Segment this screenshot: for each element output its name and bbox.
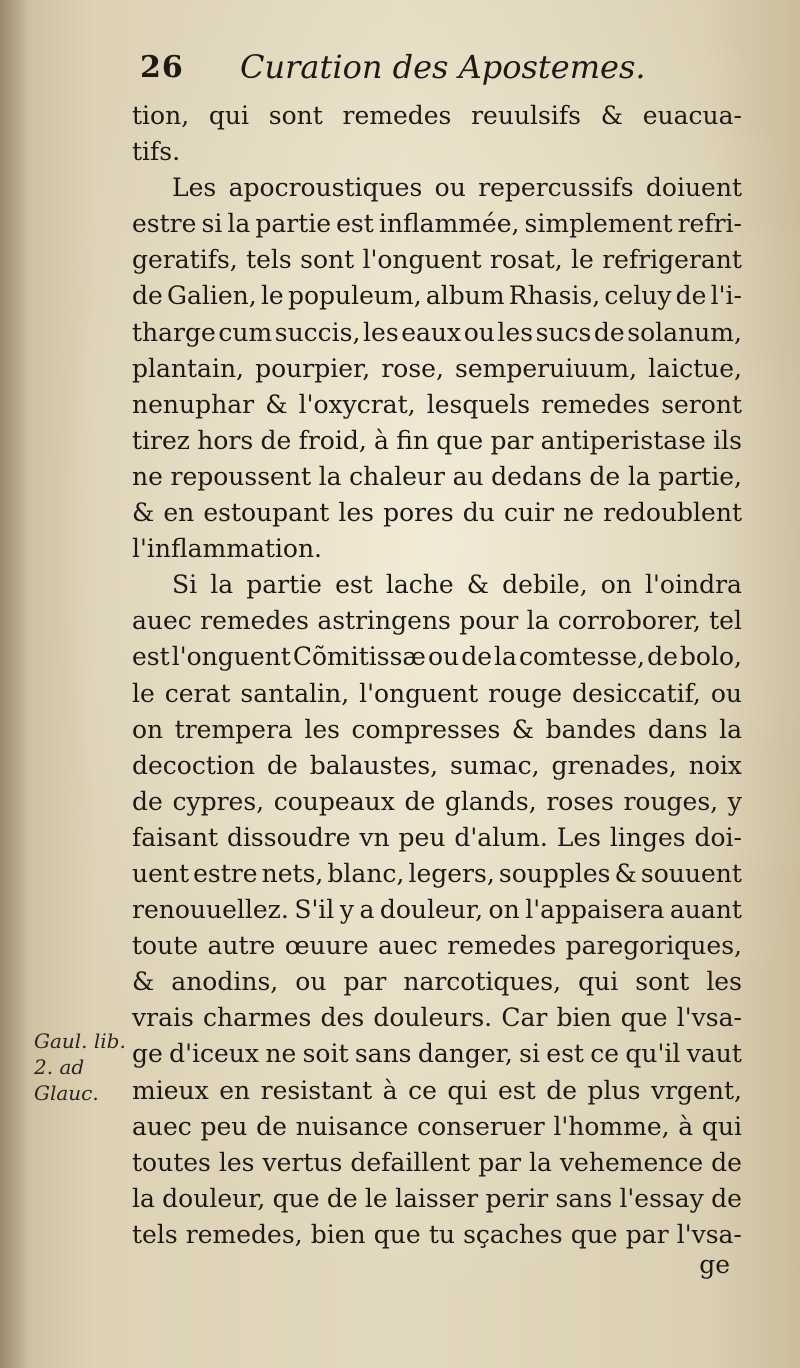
word: Les	[172, 173, 217, 203]
word: fin	[396, 425, 430, 455]
text-line	[132, 98, 742, 134]
word: pourpier,	[255, 353, 371, 383]
word: inflammée,	[378, 209, 520, 239]
word: Galien,	[167, 281, 257, 311]
word: Cõmitissæ	[292, 642, 426, 672]
text-line	[132, 748, 742, 784]
gutter-shadow	[0, 0, 28, 1368]
word: remedes,	[185, 1219, 303, 1249]
word: celuy	[604, 281, 672, 311]
text-line	[132, 206, 742, 242]
word: toutes	[132, 1147, 211, 1177]
catchword: ge	[699, 1250, 730, 1279]
text-line	[132, 712, 742, 748]
word: les	[497, 317, 534, 347]
word: balaustes,	[309, 750, 439, 780]
word: trempera	[174, 714, 293, 744]
word: desiccatif,	[572, 678, 701, 708]
text-line: tifs.	[132, 137, 181, 167]
text-line	[132, 1109, 742, 1145]
word: bien	[310, 1219, 366, 1249]
word: repoussent	[170, 461, 312, 491]
word: est	[335, 570, 373, 600]
word: que	[436, 425, 484, 455]
word: qui	[578, 967, 619, 997]
text-line	[132, 1181, 742, 1217]
word: les	[363, 317, 399, 347]
word: vehemence	[559, 1147, 704, 1177]
word: partie	[255, 209, 332, 239]
word: sont	[635, 967, 690, 997]
word: rosat,	[489, 245, 563, 275]
word: de	[132, 281, 163, 311]
word: ne	[265, 1039, 297, 1069]
word: comtesse,	[519, 642, 646, 672]
word: froid,	[298, 425, 367, 455]
word: de	[647, 642, 678, 672]
word: linges	[609, 822, 686, 852]
word: corroborer,	[557, 606, 701, 636]
word: douleur,	[379, 895, 484, 925]
word: auec	[132, 606, 192, 636]
word: pores	[383, 498, 454, 528]
word: lesquels	[426, 389, 531, 419]
word: de	[326, 1183, 358, 1213]
word: resistant	[260, 1075, 373, 1105]
word: que	[620, 1003, 668, 1033]
word: ou	[434, 173, 466, 203]
word: que	[570, 1219, 618, 1249]
word: simplement	[524, 209, 673, 239]
word: hors	[197, 425, 254, 455]
text-line	[132, 784, 742, 820]
word: en	[163, 498, 195, 528]
word: nenuphar	[132, 389, 255, 419]
word: tu	[428, 1219, 455, 1249]
word: de	[589, 461, 621, 491]
word: que	[373, 1219, 421, 1249]
word: est	[498, 1075, 536, 1105]
text-line	[132, 892, 742, 928]
word: renouuellez.	[132, 895, 289, 925]
text-line	[132, 351, 742, 387]
word: &	[511, 714, 535, 744]
word: a	[359, 895, 375, 925]
word: à	[374, 425, 389, 455]
text-line	[132, 459, 742, 495]
word: vn	[359, 822, 390, 852]
word: santalin,	[240, 678, 350, 708]
word: roses	[546, 786, 614, 816]
word: la	[227, 209, 251, 239]
word: populeum,	[287, 281, 422, 311]
word: la	[627, 461, 651, 491]
word: l'onguent	[171, 642, 291, 672]
word: à	[382, 1075, 398, 1105]
marginal-note-line: Glauc.	[34, 1081, 99, 1105]
word: par	[490, 425, 534, 455]
word: &	[132, 967, 155, 997]
word: on	[132, 714, 164, 744]
word: ge	[132, 1039, 163, 1069]
word: est	[132, 642, 170, 672]
word: &	[600, 101, 623, 130]
word: de	[546, 1075, 578, 1105]
paragraph-start-line	[132, 170, 742, 206]
word: la	[719, 714, 742, 744]
word: narcotiques,	[403, 967, 562, 997]
word: la	[529, 1147, 552, 1177]
word: blanc,	[327, 858, 405, 888]
word: rouges,	[623, 786, 719, 816]
word: le	[364, 1183, 388, 1213]
text-line: l'inflammation.	[132, 534, 323, 564]
word: faisant	[132, 822, 219, 852]
word: S'il	[294, 895, 335, 925]
word: les	[338, 498, 374, 528]
word: l'essay	[619, 1183, 704, 1213]
word: plus	[587, 1075, 641, 1105]
word: bien	[556, 1003, 612, 1033]
word: vaut	[686, 1039, 742, 1069]
word: ne	[563, 498, 595, 528]
text-line	[132, 1036, 742, 1072]
word: l'onguent	[359, 678, 479, 708]
word: rose,	[381, 353, 444, 383]
word: astringens	[317, 606, 451, 636]
word: de	[711, 1183, 742, 1213]
word: debile,	[502, 570, 588, 600]
word: grenades,	[551, 750, 677, 780]
word: si	[201, 209, 223, 239]
word: on	[488, 895, 520, 925]
word: laictue,	[648, 353, 742, 383]
word: est	[546, 1039, 584, 1069]
word: dans	[647, 714, 708, 744]
word: le	[132, 678, 155, 708]
text-line	[132, 1000, 742, 1036]
text-line	[132, 676, 742, 712]
word: cypres,	[172, 786, 265, 816]
marginal-note-line: 2. ad	[34, 1055, 85, 1079]
word: les	[304, 714, 340, 744]
word: de	[675, 281, 707, 311]
word: &	[132, 498, 155, 528]
word: à	[678, 1111, 694, 1141]
word: d'iceux	[169, 1039, 260, 1069]
word: par	[625, 1219, 669, 1249]
word: vrais	[132, 1003, 194, 1033]
word: dissoudre	[226, 822, 351, 852]
word: la	[318, 461, 342, 491]
body-text	[132, 98, 742, 1253]
word: ils	[713, 425, 742, 455]
word: œuure	[284, 931, 369, 961]
word: soupples	[498, 858, 611, 888]
word: l'vsa-	[676, 1003, 742, 1033]
word: uent	[132, 858, 190, 888]
text-line	[132, 928, 742, 964]
word: sont	[300, 245, 355, 275]
word: par	[343, 967, 387, 997]
word: sumac,	[450, 750, 540, 780]
text-line	[132, 278, 742, 314]
word: refrigerant	[602, 245, 742, 275]
word: redoublent	[603, 498, 742, 528]
word: plantain,	[132, 353, 244, 383]
word: auant	[669, 895, 742, 925]
word: l'i-	[710, 281, 742, 311]
word: au	[452, 461, 484, 491]
word: bolo,	[679, 642, 742, 672]
word: euacua-	[642, 101, 742, 130]
word: &	[614, 858, 637, 888]
paragraph-start-line	[132, 567, 742, 603]
word: solanum,	[627, 317, 742, 347]
word: partie	[246, 570, 322, 600]
word: auec	[377, 931, 438, 961]
word: charmes	[203, 1003, 312, 1033]
word: legers,	[408, 858, 495, 888]
word: eaux	[401, 317, 462, 347]
word: &	[265, 389, 288, 419]
word: estre	[193, 858, 258, 888]
text-line	[132, 423, 742, 459]
word: bandes	[545, 714, 637, 744]
text-line	[132, 1145, 742, 1181]
word: Car	[501, 1003, 548, 1033]
word: Rhasis,	[508, 281, 601, 311]
word: tel	[709, 606, 742, 636]
word: sçaches	[463, 1219, 563, 1249]
word: perir	[485, 1183, 549, 1213]
word: &	[466, 570, 490, 600]
word: auec	[132, 1111, 192, 1141]
word: la	[494, 642, 517, 672]
word: glands,	[444, 786, 537, 816]
word: apocroustiques	[228, 173, 423, 203]
word: Les	[556, 822, 601, 852]
word: que	[272, 1183, 320, 1213]
text-line	[132, 495, 742, 531]
word: peu	[398, 822, 446, 852]
word: l'oxycrat,	[298, 389, 416, 419]
word: compresses	[351, 714, 501, 744]
word: doi-	[694, 822, 742, 852]
word: anodins,	[171, 967, 279, 997]
text-line	[132, 242, 742, 278]
text-line	[132, 315, 742, 351]
text-line	[132, 856, 742, 892]
word: douleur,	[162, 1183, 266, 1213]
word: par	[478, 1147, 522, 1177]
word: ou	[295, 967, 327, 997]
word: qui	[208, 101, 249, 130]
text-line	[132, 603, 742, 639]
word: y	[339, 895, 354, 925]
marginal-note	[34, 1028, 124, 1106]
word: la	[132, 1183, 155, 1213]
word: sans	[555, 1183, 613, 1213]
word: tels	[246, 245, 292, 275]
word: sucs	[535, 317, 592, 347]
word: laisser	[394, 1183, 479, 1213]
word: de	[266, 750, 298, 780]
word: de	[260, 425, 292, 455]
word: l'appaisera	[525, 895, 665, 925]
word: vertus	[262, 1147, 343, 1177]
word: paregoriques,	[565, 931, 742, 961]
word: l'oindra	[645, 570, 742, 600]
word: rouge	[488, 678, 563, 708]
text-line	[132, 1073, 742, 1109]
word: cuir	[504, 498, 555, 528]
word: noix	[688, 750, 742, 780]
word: tirez	[132, 425, 190, 455]
word: de	[132, 786, 163, 816]
word: succis,	[274, 317, 361, 347]
word: souuent	[640, 858, 742, 888]
word: lache	[385, 570, 454, 600]
word: qui	[701, 1111, 742, 1141]
marginal-note-line: Gaul. lib.	[34, 1029, 126, 1053]
word: coupeaux	[273, 786, 395, 816]
word: danger,	[417, 1039, 513, 1069]
word: nets,	[261, 858, 324, 888]
text-line	[132, 639, 742, 675]
word: estre	[132, 209, 197, 239]
word: Si	[172, 570, 198, 600]
word: estoupant	[203, 498, 330, 528]
word: dedans	[491, 461, 582, 491]
word: remedes	[342, 101, 452, 130]
word: remedes	[447, 931, 557, 961]
word: d'alum.	[454, 822, 548, 852]
word: de	[711, 1147, 742, 1177]
word: nuisance	[295, 1111, 409, 1141]
word: semperuiuum,	[455, 353, 638, 383]
word: conseruer	[417, 1111, 545, 1141]
word: si	[519, 1039, 540, 1069]
page-number: 26	[140, 50, 184, 85]
word: ce	[408, 1075, 437, 1105]
word: partie,	[658, 461, 742, 491]
word: les	[706, 967, 742, 997]
word: tion,	[132, 101, 190, 130]
word: decoction	[132, 750, 256, 780]
word: de	[593, 317, 625, 347]
word: l'homme,	[553, 1111, 670, 1141]
word: geratifs,	[132, 245, 238, 275]
text-line	[132, 820, 742, 856]
word: doiuent	[645, 173, 742, 203]
word: refri-	[677, 209, 742, 239]
word: cerat	[164, 678, 231, 708]
word: les	[218, 1147, 255, 1177]
word: l'vsa-	[676, 1219, 742, 1249]
word: tels	[132, 1219, 178, 1249]
word: antiperistase	[540, 425, 706, 455]
word: ou	[710, 678, 742, 708]
word: on	[600, 570, 632, 600]
word: toute	[132, 931, 199, 961]
word: y	[727, 786, 742, 816]
word: des	[320, 1003, 365, 1033]
word: reuulsifs	[471, 101, 581, 130]
running-head: Curation des Apostemes.	[240, 48, 646, 86]
word: la	[210, 570, 234, 600]
word: qu'il	[625, 1039, 681, 1069]
word: remedes	[200, 606, 309, 636]
word: sans	[354, 1039, 412, 1069]
page-header	[140, 48, 646, 92]
text-line	[132, 1217, 742, 1253]
word: ce	[590, 1039, 620, 1069]
word: est	[336, 209, 374, 239]
word: seront	[661, 389, 742, 419]
word: de	[404, 786, 436, 816]
word: vrgent,	[650, 1075, 742, 1105]
word: de	[256, 1111, 287, 1141]
word: defaillent	[350, 1147, 471, 1177]
word: qui	[447, 1075, 488, 1105]
text-line	[132, 964, 742, 1000]
word: de	[461, 642, 492, 672]
word: autre	[207, 931, 276, 961]
word: en	[219, 1075, 251, 1105]
word: ou	[463, 317, 495, 347]
word: ou	[427, 642, 460, 672]
word: cum	[218, 317, 273, 347]
word: soit	[302, 1039, 349, 1069]
word: tharge	[132, 317, 216, 347]
word: mieux	[132, 1075, 209, 1105]
word: remedes	[541, 389, 651, 419]
word: douleurs.	[373, 1003, 493, 1033]
word: chaleur	[349, 461, 445, 491]
word: le	[571, 245, 594, 275]
text-line	[132, 387, 742, 423]
word: ne	[132, 461, 163, 491]
word: l'onguent	[362, 245, 482, 275]
word: repercussifs	[478, 173, 634, 203]
word: la	[526, 606, 550, 636]
word: peu	[200, 1111, 248, 1141]
word: pour	[459, 606, 519, 636]
word: du	[462, 498, 495, 528]
word: sont	[268, 101, 323, 130]
word: le	[260, 281, 284, 311]
word: album	[425, 281, 505, 311]
